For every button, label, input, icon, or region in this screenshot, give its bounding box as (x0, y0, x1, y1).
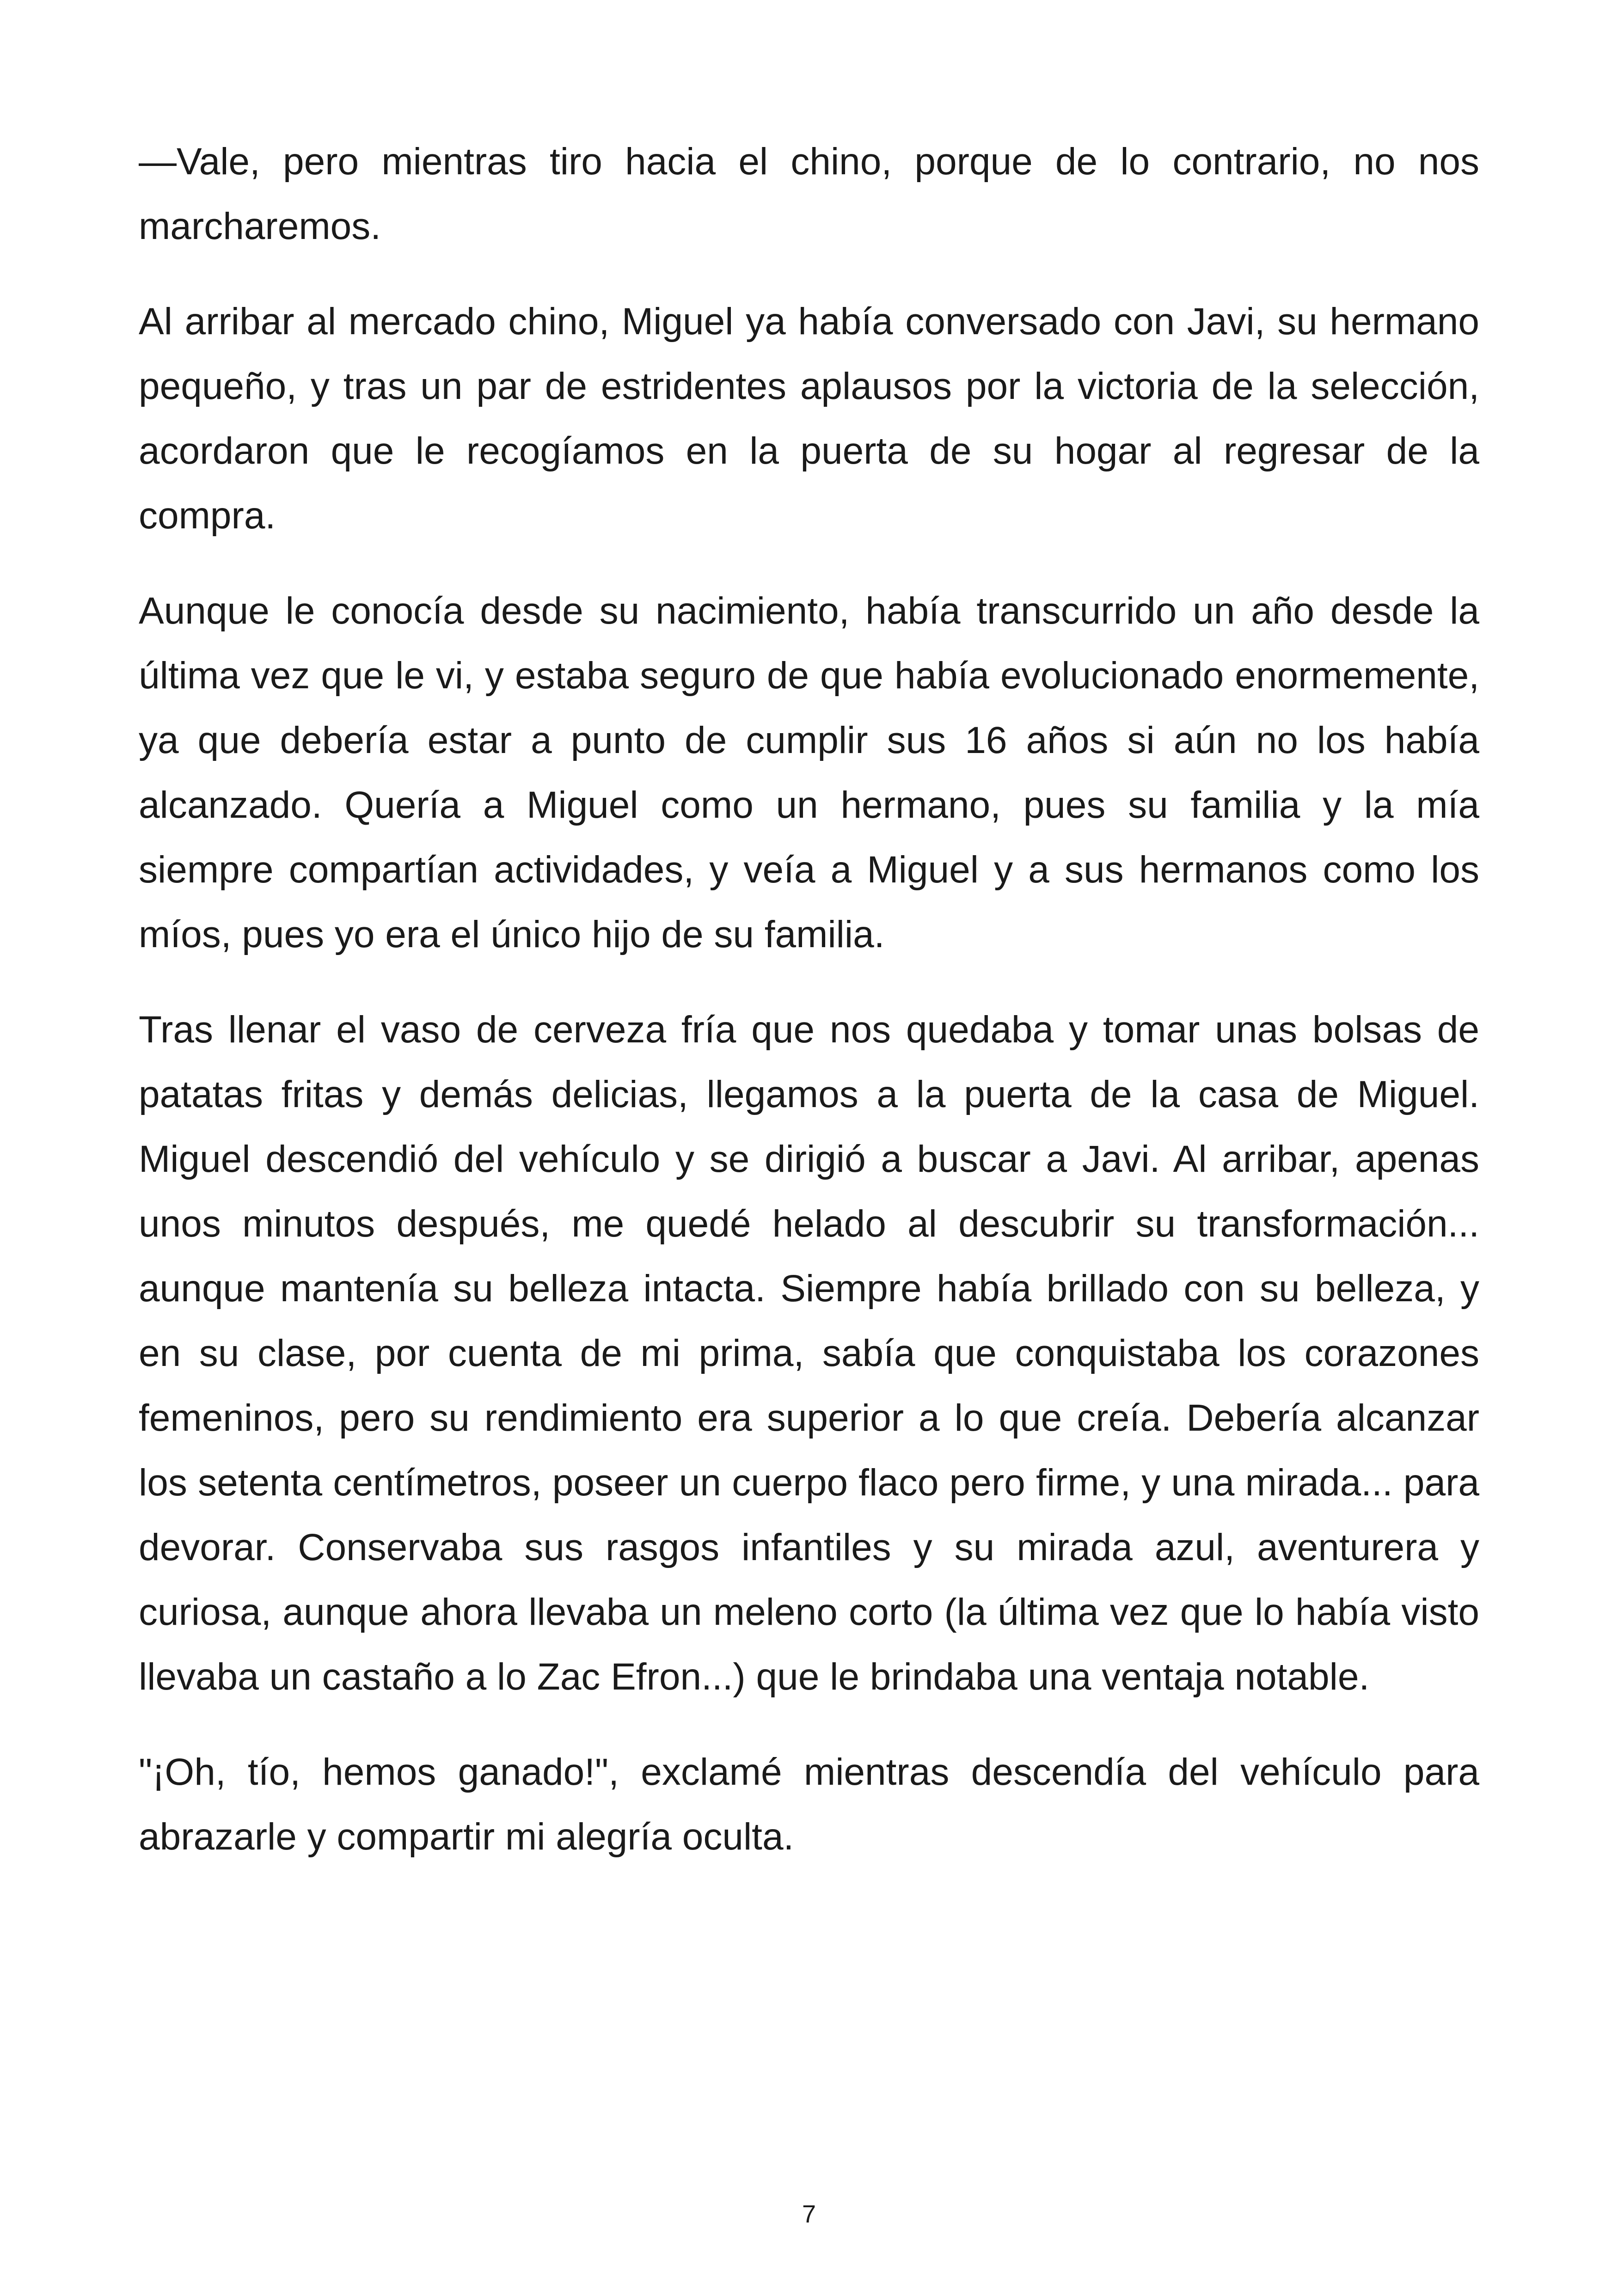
paragraph: Tras llenar el vaso de cerveza fría que nos quedaba y tomar unas bolsas de patatas fritas y demás delicias, llegamos a la puerta de la casa de Miguel. Miguel descendió del vehículo y se dirigió a buscar a Javi. Al arribar, apenas unos minutos después, me quedé helado al descubrir su transformación... aunque mantenía su belleza intacta. Siempre había brillado con su belleza, y en su clase, por cuenta de mi prima, sabía que conquistaba los corazones femeninos, pero su rendimiento era superior a lo que creía. Debería alcanzar los setenta centímetros, poseer un cuerpo flaco pero firme, y una mirada... para devorar. Conservaba sus rasgos infantiles y su mirada azul, aventurera y curiosa, aunque ahora llevaba un meleno corto (la última vez que lo había visto llevaba un castaño a lo Zac Efron...) que le brindaba una ventaja notable. (139, 1009, 1479, 1698)
body-text (139, 129, 1479, 1900)
paragraph: —Vale, pero mientras tiro hacia el chino, porque de lo contrario, no nos marcharemos. (139, 141, 1479, 247)
paragraph: Aunque le conocía desde su nacimiento, había transcurrido un año desde la última vez que le vi, y estaba seguro de que había evolucionado enormemente, ya que debería estar a punto de cumplir sus 16 años si aún no los había alcanzado. Quería a Miguel como un hermano, pues su familia y la mía siempre compartían actividades, y veía a Miguel y a sus hermanos como los míos, pues yo era el único hijo de su familia. (139, 590, 1479, 955)
page-number: 7 (802, 2200, 816, 2228)
paragraph: Al arribar al mercado chino, Miguel ya había conversado con Javi, su hermano pequeño, y tras un par de estridentes aplausos por la victoria de la selección, acordaron que le recogíamos en la puerta de su hogar al regresar de la compra. (139, 300, 1479, 537)
paragraph: "¡Oh, tío, hemos ganado!", exclamé mientras descendía del vehículo para abrazarle y compartir mi alegría oculta. (139, 1751, 1479, 1858)
